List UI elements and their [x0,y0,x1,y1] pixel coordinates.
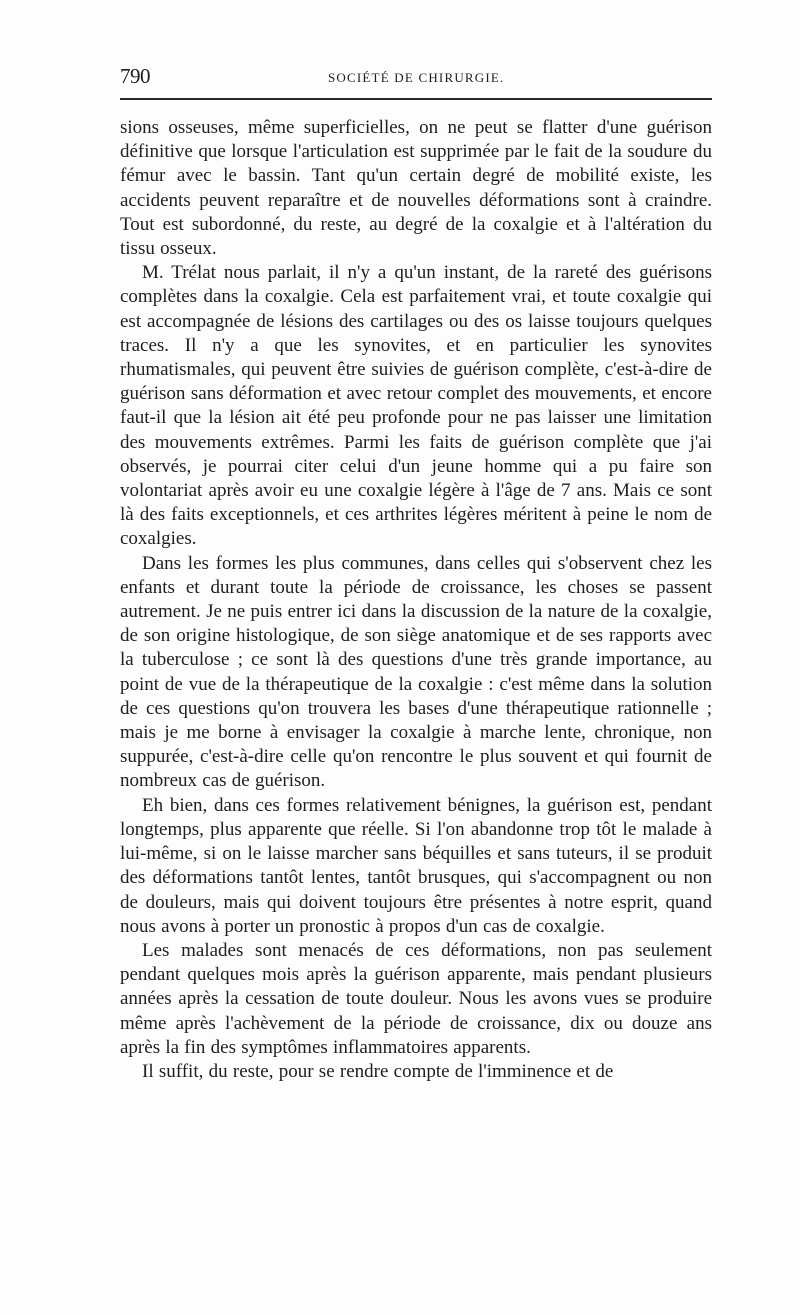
header-rule [120,98,712,100]
paragraph: M. Trélat nous parlait, il n'y a qu'un instant, de la rareté des guérisons complètes dans la coxalgie. Cela est parfaitement vrai, et toute coxalgie qui est accompagnée de lésions des cartilages ou des os laisse toujours quelques traces. Il n'y a que les synovites, et en particulier les synovites rhumatismales, qui peuvent être suivies de guérison complète, c'est-à-dire de guérison sans déformation et avec retour complet des mouvements, et encore faut-il que la lésion ait été peu profonde pour ne pas laisser une limitation des mouvements extrêmes. Parmi les faits de guérison complète que j'ai observés, je pourrai citer celui d'un jeune homme qui a pu faire son volontariat après avoir eu une coxalgie légère à l'âge de 7 ans. Mais ce sont là des faits exceptionnels, et ces arthrites légères méritent à peine le nom de coxalgies. [120,262,712,550]
paragraph-continuation: sions osseuses, même superficielles, on ne peut se flatter d'une guérison définitive que lorsque l'articulation est supprimée par le fait de la soudure du fémur avec le bassin. Tant qu'un certain degré de mobilité existe, les accidents peuvent reparaître et de nouvelles déformations sont à craindre. Tout est subordonné, du reste, au degré de la coxalgie et à l'altération du tissu osseux. [120,117,712,260]
page-number: 790 [120,64,150,88]
paragraph: Les malades sont menacés de ces déformations, non pas seulement pendant quelques mois après la guérison apparente, mais pendant plusieurs années après la cessation de toute douleur. Nous les avons vues se produire même après l'achèvement de la période de croissance, dix ou douze ans après la fin des symptômes inflammatoires apparents. [120,939,712,1058]
paragraph: Eh bien, dans ces formes relativement bénignes, la guérison est, pendant longtemps, plus apparente que réelle. Si l'on abandonne trop tôt le malade à lui-même, si on le laisse marcher sans béquilles et sans tuteurs, il se produit des déformations tantôt lentes, tantôt brusques, qui s'accompagnent ou non de douleurs, mais qui doivent toujours être présentes à notre esprit, quand nous avons à porter un pronostic à propos d'un cas de coxalgie. [120,794,712,937]
running-head: SOCIÉTÉ DE CHIRURGIE. [328,70,505,85]
paragraph: Il suffit, du reste, pour se rendre compte de l'imminence et de [142,1060,614,1082]
page-header [120,64,712,90]
body-text [120,116,712,1084]
paragraph: Dans les formes les plus communes, dans celles qui s'observent chez les enfants et durant toute la période de croissance, les choses se passent autrement. Je ne puis entrer ici dans la discussion de la nature de la coxalgie, de son origine histologique, de son siège anatomique et de ses rapports avec la tuberculose ; ce sont là des questions d'une très grande importance, au point de vue de la thérapeutique de la coxalgie : c'est même dans la solution de ces questions qu'on trouvera les bases d'une thérapeutique rationnelle ; mais je me borne à envisager la coxalgie à marche lente, chronique, non suppurée, c'est-à-dire celle qu'on rencontre le plus souvent et qui fournit de nombreux cas de guérison. [120,552,712,792]
